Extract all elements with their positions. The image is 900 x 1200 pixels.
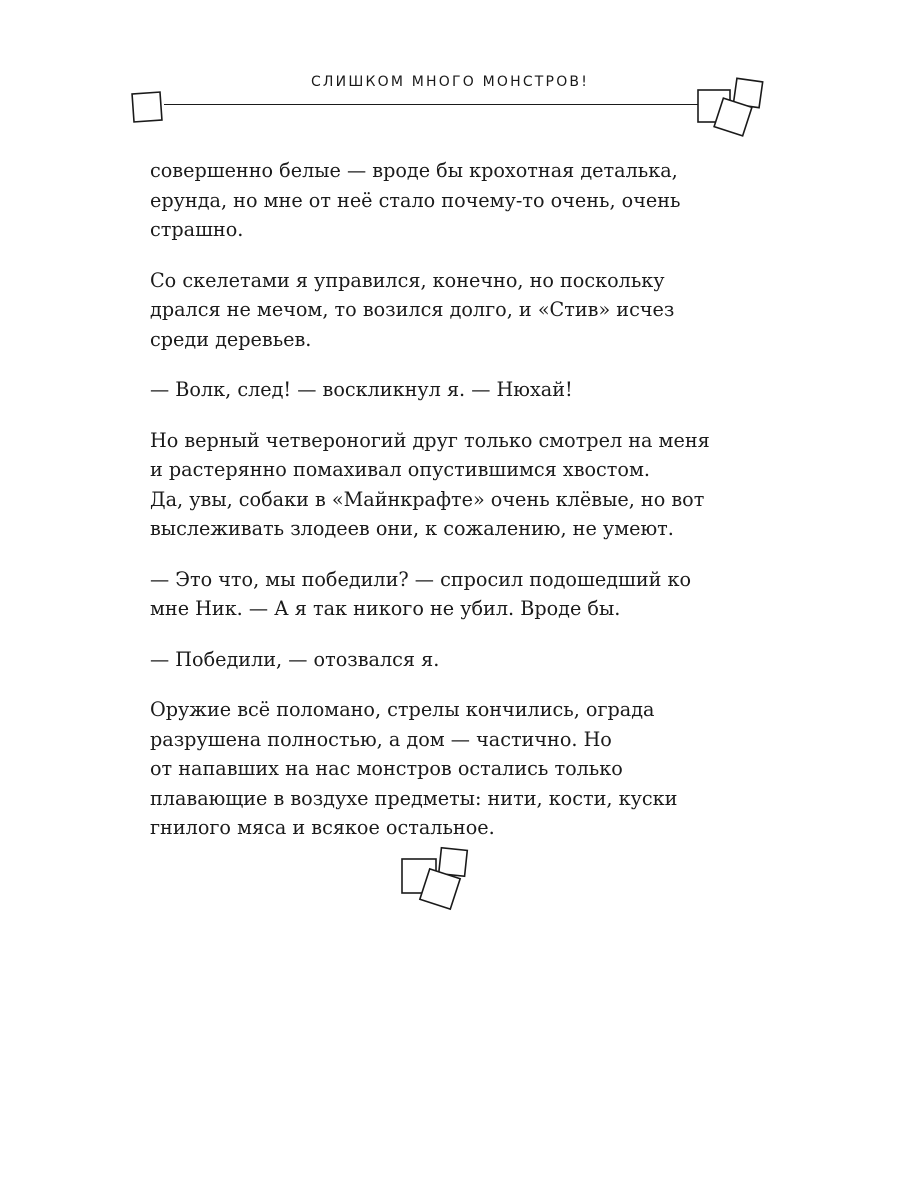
paragraph: совершенно белые — вроде бы крохотная деталька, ерунда, но мне от неё стало почему-то очень, очень страшно.: [150, 159, 681, 241]
ornament-square: [439, 848, 468, 877]
body-text: [150, 156, 750, 864]
paragraph: — Победили, — отозвался я.: [150, 647, 440, 671]
paragraph: Но верный четвероногий друг только смотрел на меня и растерянно помахивал опустившимся хвостом. Да, увы, собаки в «Майнкрафте» очень клёвые, но вот выслеживать злодеев они, к сожалению, не умеют.: [150, 428, 710, 540]
header-square-left-ornament: [128, 88, 168, 128]
running-head: СЛИШКОМ МНОГО МОНСТРОВ!: [310, 74, 590, 90]
ornament-square: [132, 92, 162, 122]
header-rule: [164, 104, 700, 105]
paragraph: Со скелетами я управился, конечно, но поскольку дрался не мечом, то возился долго, и «Стив» исчез среди деревьев.: [150, 268, 675, 351]
paragraph: — Волк, след! — воскликнул я. — Нюхай!: [150, 378, 573, 401]
paragraph: — Это что, мы победили? — спросил подошедший ко мне Ник. — А я так никого не убил. Вроде бы.: [150, 567, 692, 620]
chapter-end-squares-ornament: [394, 843, 484, 923]
header-squares-right-ornament: [690, 74, 780, 144]
paragraph: Оружие всё поломано, стрелы кончились, ограда разрушена полностью, а дом — частично. Но от напавших на нас монстров остались только плавающие в воздухе предметы: нити, кости, куски гнилого мяса и всякое остальное.: [150, 698, 678, 839]
